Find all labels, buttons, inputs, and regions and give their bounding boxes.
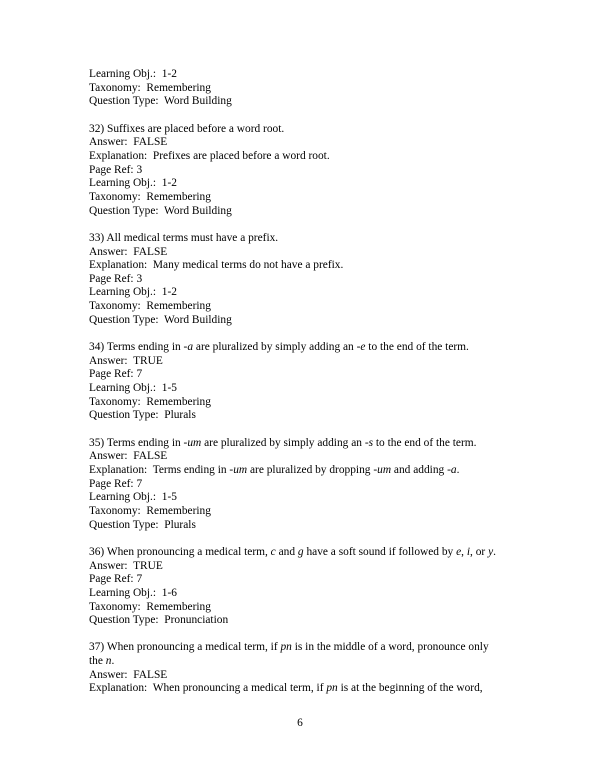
text-run: Learning Obj.: 1-6	[89, 586, 177, 599]
text-run: Question Type: Pronunciation	[89, 614, 229, 627]
italic-term: -um	[183, 436, 202, 449]
block-spacer	[89, 423, 529, 437]
question-detail-line	[89, 177, 529, 191]
text-run: Page Ref: 7	[89, 573, 143, 586]
text-run: Answer: FALSE	[89, 245, 168, 258]
text-run: Question Type: Word Building	[89, 204, 232, 217]
question-text	[89, 341, 529, 355]
question-detail-line	[89, 259, 529, 273]
question-detail-line	[89, 150, 529, 164]
text-run: and	[275, 545, 298, 558]
text-run: to the end of the term.	[373, 436, 477, 449]
italic-term: -a	[183, 341, 194, 354]
question-text	[89, 437, 529, 451]
italic-term: g	[297, 545, 304, 558]
question-detail-line	[89, 560, 529, 574]
question-detail-line	[89, 573, 529, 587]
text-run: are pluralized by simply adding an	[201, 436, 365, 449]
question-detail-line	[89, 409, 529, 423]
question-detail-line	[89, 491, 529, 505]
text-run: Learning Obj.: 1-5	[89, 491, 177, 504]
question-detail-line	[89, 368, 529, 382]
text-run: Page Ref: 7	[89, 368, 143, 381]
text-run: Page Ref: 3	[89, 163, 143, 176]
question-detail-line	[89, 355, 529, 369]
text-run: Taxonomy: Remembering	[89, 190, 211, 203]
text-run: .	[111, 655, 115, 668]
text-run: Learning Obj.: 1-2	[89, 177, 177, 190]
question-detail-line	[89, 682, 529, 696]
question-detail-line	[89, 464, 529, 478]
block-spacer	[89, 327, 529, 341]
text-run: .	[456, 463, 460, 476]
text-run: Learning Obj.: 1-5	[89, 382, 177, 395]
question-detail-line	[89, 587, 529, 601]
italic-term: -a	[447, 463, 457, 476]
question-block	[89, 123, 529, 219]
text-run: Question Type: Plurals	[89, 518, 196, 531]
text-run: , or	[470, 545, 489, 558]
italic-term: n	[105, 655, 112, 668]
question-detail-line	[89, 205, 529, 219]
block-spacer	[89, 109, 529, 123]
text-run: Taxonomy: Remembering	[89, 300, 211, 313]
question-text	[89, 641, 529, 655]
question-list	[89, 109, 529, 696]
italic-term: -um	[373, 463, 392, 476]
text-run: Taxonomy: Remembering	[89, 504, 211, 517]
text-run: 34) Terms ending in	[89, 341, 184, 354]
text-run: to the end of the term.	[365, 341, 469, 354]
question-detail-line	[89, 246, 529, 260]
text-run: Explanation: When pronouncing a medical term, if	[89, 682, 327, 695]
question-detail-line	[89, 136, 529, 150]
block-spacer	[89, 628, 529, 642]
italic-term: y	[488, 545, 494, 558]
question-detail-line	[89, 519, 529, 533]
question-detail-line	[89, 614, 529, 628]
text-run: Explanation: Prefixes are placed before a word root.	[89, 149, 330, 162]
question-detail-line	[89, 396, 529, 410]
text-run: Answer: TRUE	[89, 559, 163, 572]
italic-term: i	[466, 545, 471, 558]
question-text	[89, 232, 529, 246]
italic-term: pn	[280, 641, 292, 654]
italic-term: e	[456, 545, 462, 558]
question-detail-line	[89, 478, 529, 492]
italic-term: c	[270, 545, 276, 558]
text-run: Taxonomy: Remembering	[89, 600, 211, 613]
text-run: 36) When pronouncing a medical term,	[89, 545, 271, 558]
text-run: the	[89, 655, 106, 668]
text-run: is in the middle of a word, pronounce only	[291, 641, 489, 654]
question-detail-line	[89, 300, 529, 314]
text-run: 35) Terms ending in	[89, 436, 184, 449]
question-block	[89, 641, 529, 696]
text-run: Answer: FALSE	[89, 450, 168, 463]
text-run: Explanation: Many medical terms do not have a prefix.	[89, 259, 344, 272]
question-block	[89, 341, 529, 423]
question-block	[89, 546, 529, 628]
page-content	[89, 68, 529, 696]
question-detail-line	[89, 669, 529, 683]
taxonomy: Taxonomy: Remembering	[89, 81, 211, 94]
question-type: Question Type: Word Building	[89, 95, 232, 108]
text-run: Explanation: Terms ending in	[89, 463, 230, 476]
text-run: and adding	[391, 463, 448, 476]
text-run: Question Type: Word Building	[89, 313, 232, 326]
question-detail-line	[89, 164, 529, 178]
question-detail-line	[89, 382, 529, 396]
question-detail-line	[89, 286, 529, 300]
text-run: Answer: TRUE	[89, 354, 163, 367]
text-run: Page Ref: 7	[89, 477, 143, 490]
text-run: 33) All medical terms must have a prefix.	[89, 231, 279, 244]
question-block	[89, 437, 529, 533]
italic-term: pn	[326, 682, 338, 695]
text-run: Taxonomy: Remembering	[89, 395, 211, 408]
text-run: Answer: FALSE	[89, 136, 168, 149]
text-run: is at the beginning of the word,	[337, 682, 483, 695]
question-detail-line	[89, 191, 529, 205]
learning-objective: Learning Obj.: 1-2	[89, 68, 177, 80]
italic-term: -e	[356, 341, 366, 354]
text-run: are pluralized by dropping	[247, 463, 374, 476]
question-text	[89, 123, 529, 137]
text-run: Page Ref: 3	[89, 272, 143, 285]
question-detail-line	[89, 601, 529, 615]
question-detail-line	[89, 273, 529, 287]
question-detail-line	[89, 314, 529, 328]
question-detail-line	[89, 655, 529, 669]
text-run: have a soft sound if followed by	[303, 545, 457, 558]
question-detail-line	[89, 450, 529, 464]
text-run: Learning Obj.: 1-2	[89, 286, 177, 299]
text-run: are pluralized by simply adding an	[193, 341, 357, 354]
italic-term: -s	[364, 436, 374, 449]
block-spacer	[89, 218, 529, 232]
text-run: 37) When pronouncing a medical term, if	[89, 641, 281, 654]
text-run: Question Type: Plurals	[89, 409, 196, 422]
block-spacer	[89, 532, 529, 546]
italic-term: -um	[229, 463, 248, 476]
text-run: ,	[461, 545, 467, 558]
text-run: Answer: FALSE	[89, 668, 168, 681]
continued-question-block	[89, 68, 529, 109]
page-number: 6	[297, 717, 303, 729]
question-text	[89, 546, 529, 560]
text-run: 32) Suffixes are placed before a word root.	[89, 122, 285, 135]
text-run: .	[493, 545, 496, 558]
question-detail-line	[89, 505, 529, 519]
question-block	[89, 232, 529, 328]
